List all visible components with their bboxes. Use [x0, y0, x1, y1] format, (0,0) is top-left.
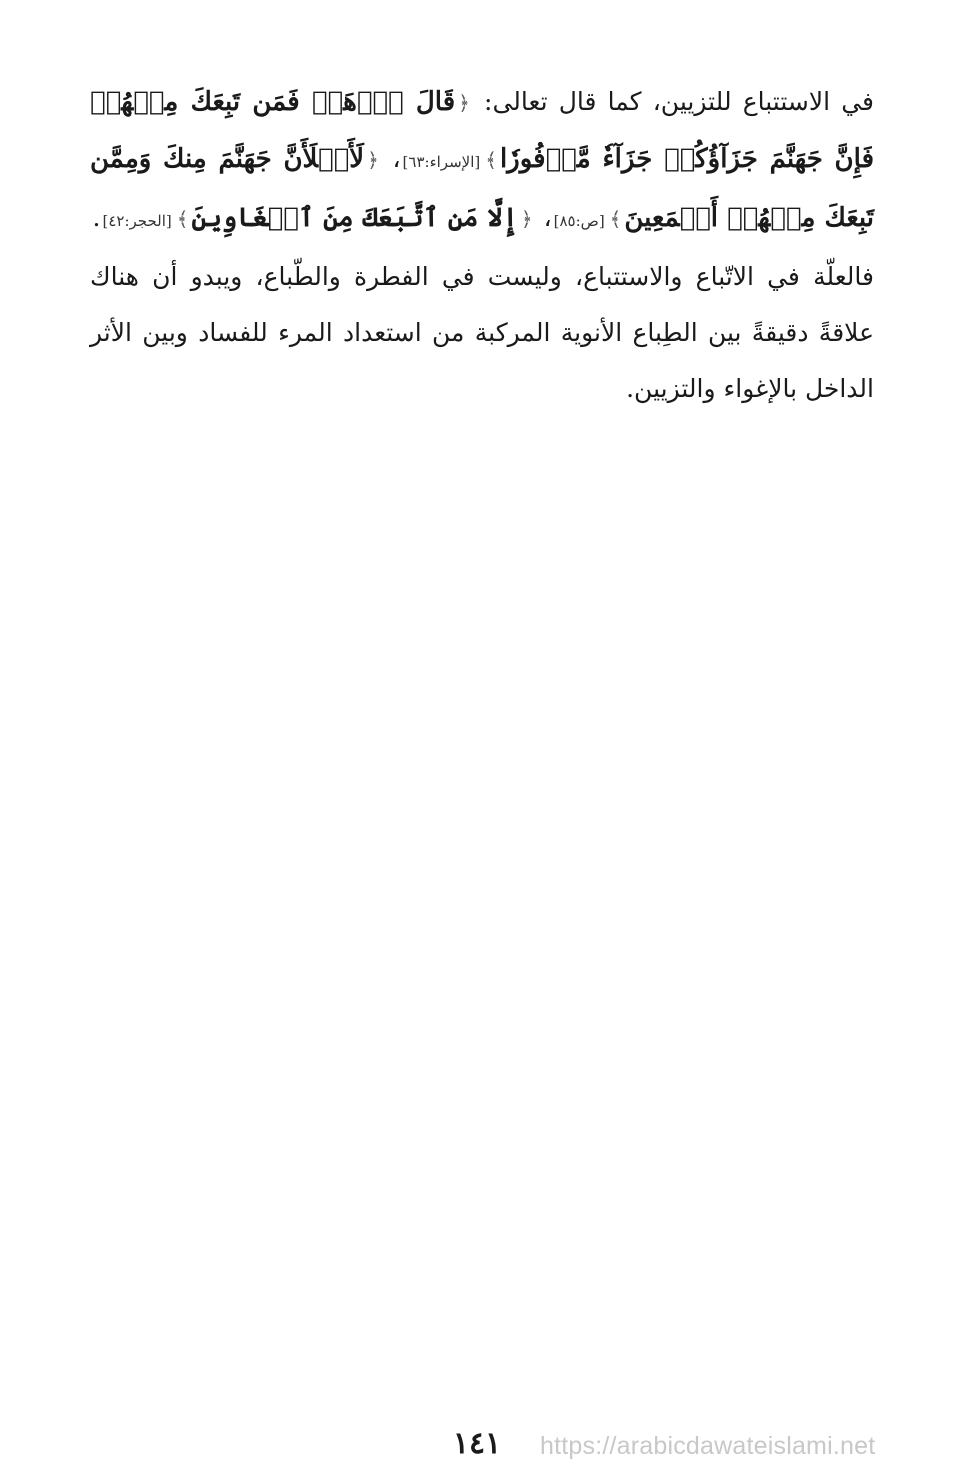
end-mark: .	[92, 203, 101, 232]
verse-reference-2: [ص:٨٥]	[553, 212, 605, 230]
verse-reference-1: [الإسراء:٦٣]	[402, 153, 481, 171]
verse-ornament-open: ﴿	[520, 207, 533, 231]
separator: ،	[543, 203, 552, 232]
watermark-url: https://arabicdawateislami.net	[540, 1432, 876, 1460]
quran-verse-3: إِلَّا مَنِ ٱتَّبَعَكَ مِنَ ٱلۡغَاوِينَ	[191, 203, 518, 233]
verse-ornament-open: ﴿	[367, 148, 379, 172]
page-number: ١٤١	[452, 1426, 502, 1461]
intro-text: في الاستتباع للتزيين، كما قال تعالى:	[484, 87, 874, 116]
verse-ornament-close: ﴾	[485, 148, 497, 172]
separator: ،	[392, 144, 401, 173]
verse-reference-3: [الحجر:٤٢]	[102, 212, 172, 230]
verse-ornament-close: ﴾	[609, 207, 622, 231]
body-text	[90, 74, 874, 417]
quran-verse-1: قَالَ ٱذۡهَبۡ فَمَن تَبِعَكَ مِنۡهُمۡ فَإِنَّ جَهَنَّمَ جَزَآؤُكُمۡ جَزَآءٗ مَّوۡفُورٗا	[90, 87, 874, 174]
paragraph-commentary: فالعلّة في الاتّباع والاستتباع، وليست في الفطرة والطّباع، ويبدو أن هناك علاقةً دقيقةً بين الطِباع الأنوية المركبة من استعداد المرء للفساد وبين الأثر الداخل بالإغواء والتزيين.	[90, 262, 874, 403]
verse-ornament-close: ﴾	[176, 207, 189, 231]
quran-verse-2: لَأَمۡلَأَنَّ جَهَنَّمَ مِنكَ وَمِمَّن تَبِعَكَ مِنۡهُمۡ أَجۡمَعِينَ	[90, 144, 874, 233]
paragraph-quran-citations	[90, 74, 874, 249]
verse-ornament-open: ﴿	[458, 91, 470, 115]
